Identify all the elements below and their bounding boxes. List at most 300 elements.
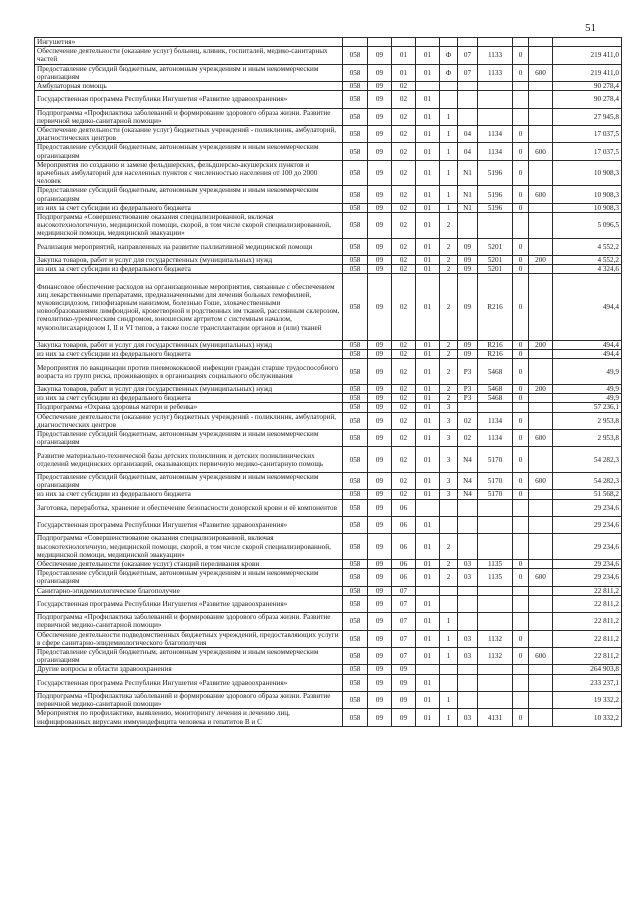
sub-code-cell: [513, 595, 529, 612]
table-row: [35, 108, 622, 125]
subprogram-cell: 2: [440, 213, 458, 239]
section-cell: 09: [368, 595, 392, 612]
direction-cell: 1135: [478, 569, 513, 586]
sub-code-cell: [513, 586, 529, 595]
program-cell: [416, 38, 440, 47]
amount-cell: 264 903,8: [553, 665, 622, 674]
event-cell: 03: [458, 560, 478, 569]
section-cell: 09: [368, 586, 392, 595]
event-cell: 09: [458, 274, 478, 341]
program-cell: 01: [416, 47, 440, 64]
subsection-cell: [392, 38, 416, 47]
event-cell: [458, 586, 478, 595]
admin-code-cell: 058: [343, 265, 368, 274]
sub-code-cell: 0: [513, 160, 529, 186]
subprogram-cell: 2: [440, 394, 458, 403]
expense-type-cell: 200: [529, 341, 553, 350]
row-name-cell: Обеспечение деятельности (оказание услуг) больниц, клиник, госпиталей, медико-санитарных частей: [35, 47, 343, 64]
sub-code-cell: [513, 534, 529, 560]
subprogram-cell: 2: [440, 256, 458, 265]
table-row: [35, 630, 622, 647]
table-row: [35, 91, 622, 108]
direction-cell: 1135: [478, 560, 513, 569]
table-row: [35, 403, 622, 412]
subprogram-cell: 1: [440, 160, 458, 186]
expense-type-cell: [529, 47, 553, 64]
event-cell: 09: [458, 350, 478, 359]
sub-code-cell: 0: [513, 64, 529, 81]
amount-cell: 2 953,8: [553, 430, 622, 447]
sub-code-cell: 0: [513, 473, 529, 490]
table-row: [35, 160, 622, 186]
subprogram-cell: [440, 38, 458, 47]
event-cell: 03: [458, 648, 478, 665]
sub-code-cell: [513, 213, 529, 239]
row-name-cell: Обеспечение деятельности (оказание услуг) бюджетных учреждений - поликлиник, амбулаторий, диагностических центров: [35, 126, 343, 143]
row-name-cell: Государственная программа Республики Ингушетия «Развитие здравоохранения»: [35, 517, 343, 534]
event-cell: [458, 692, 478, 709]
event-cell: [458, 517, 478, 534]
direction-cell: 5468: [478, 359, 513, 385]
sub-code-cell: 0: [513, 143, 529, 160]
subsection-cell: 01: [392, 47, 416, 64]
sub-code-cell: 0: [513, 265, 529, 274]
program-cell: [416, 665, 440, 674]
table-row: [35, 38, 622, 47]
amount-cell: 4 552,2: [553, 238, 622, 255]
event-cell: 04: [458, 126, 478, 143]
sub-code-cell: [513, 674, 529, 691]
amount-cell: 29 234,6: [553, 517, 622, 534]
program-cell: 01: [416, 265, 440, 274]
subprogram-cell: [440, 499, 458, 516]
expense-type-cell: 600: [529, 64, 553, 81]
amount-cell: 54 282,3: [553, 473, 622, 490]
subsection-cell: 06: [392, 534, 416, 560]
program-cell: 01: [416, 595, 440, 612]
amount-cell: [553, 38, 622, 47]
subsection-cell: 02: [392, 490, 416, 499]
sub-code-cell: 0: [513, 385, 529, 394]
program-cell: 01: [416, 447, 440, 473]
amount-cell: 219 411,0: [553, 64, 622, 81]
row-name-cell: Финансовое обеспечение расходов на организационные мероприятия, связанные с обеспечением лиц лекарственными препаратами, предназначенными для лечения больных гемофилией, муковисцидозом, гипофизарным нанизмом, болезнью Гоше, злокачественными новообразованиями лимфоидной, кроветворной и родственных им тканей, рассеянным склерозом, гемолитико-уремическим синдромом, юношеским артритом с системным началом, мукополисахаридозом I, II и VI типов, а также после трансплантации органов и (или) тканей: [35, 274, 343, 341]
subprogram-cell: [440, 665, 458, 674]
admin-code-cell: 058: [343, 274, 368, 341]
admin-code-cell: 058: [343, 385, 368, 394]
sub-code-cell: 0: [513, 47, 529, 64]
admin-code-cell: 058: [343, 394, 368, 403]
subprogram-cell: 1: [440, 186, 458, 203]
amount-cell: 29 234,6: [553, 534, 622, 560]
row-name-cell: Обеспечение деятельности подведомственных бюджетных учреждений, предоставляющих услуги в сфере санитарно-эпидемиологического благополучия: [35, 630, 343, 647]
section-cell: 09: [368, 143, 392, 160]
event-cell: N4: [458, 473, 478, 490]
table-row: [35, 126, 622, 143]
program-cell: 01: [416, 674, 440, 691]
subsection-cell: 06: [392, 499, 416, 516]
program-cell: [416, 586, 440, 595]
sub-code-cell: [513, 517, 529, 534]
amount-cell: 17 037,5: [553, 143, 622, 160]
page-number: 51: [585, 22, 596, 34]
subsection-cell: 07: [392, 630, 416, 647]
sub-code-cell: 0: [513, 709, 529, 726]
program-cell: [416, 499, 440, 516]
amount-cell: 22 811,2: [553, 630, 622, 647]
program-cell: 01: [416, 412, 440, 429]
amount-cell: 57 236,1: [553, 403, 622, 412]
subprogram-cell: 2: [440, 569, 458, 586]
table-row: [35, 569, 622, 586]
sub-code-cell: [513, 613, 529, 630]
program-cell: 01: [416, 108, 440, 125]
admin-code-cell: 058: [343, 665, 368, 674]
amount-cell: 29 234,6: [553, 560, 622, 569]
sub-code-cell: 0: [513, 359, 529, 385]
subsection-cell: 02: [392, 91, 416, 108]
event-cell: N1: [458, 186, 478, 203]
row-name-cell: Предоставление субсидий бюджетным, автономным учреждениям и иным некоммерческим организациям: [35, 430, 343, 447]
subsection-cell: 02: [392, 143, 416, 160]
expense-type-cell: [529, 709, 553, 726]
expense-type-cell: [529, 586, 553, 595]
table-row: [35, 394, 622, 403]
expense-type-cell: [529, 665, 553, 674]
direction-cell: [478, 517, 513, 534]
table-row: [35, 203, 622, 212]
expense-type-cell: [529, 203, 553, 212]
row-name-cell: из них за счет субсидии из федерального бюджета: [35, 490, 343, 499]
table-row: [35, 341, 622, 350]
subprogram-cell: 3: [440, 403, 458, 412]
section-cell: 09: [368, 499, 392, 516]
direction-cell: 5468: [478, 385, 513, 394]
expense-type-cell: [529, 499, 553, 516]
admin-code-cell: 058: [343, 430, 368, 447]
subsection-cell: 09: [392, 692, 416, 709]
event-cell: 03: [458, 709, 478, 726]
subsection-cell: 02: [392, 238, 416, 255]
program-cell: 01: [416, 630, 440, 647]
subsection-cell: 02: [392, 430, 416, 447]
direction-cell: 1132: [478, 648, 513, 665]
section-cell: 09: [368, 569, 392, 586]
subsection-cell: 07: [392, 648, 416, 665]
row-name-cell: Ингушетия»: [35, 38, 343, 47]
amount-cell: 90 278,4: [553, 82, 622, 91]
expense-type-cell: [529, 213, 553, 239]
row-name-cell: Предоставление субсидий бюджетным, автономным учреждениям и иным некоммерческим организациям: [35, 186, 343, 203]
row-name-cell: Обеспечение деятельности (оказание услуг) бюджетных учреждений - поликлиник, амбулаторий, диагностических центров: [35, 412, 343, 429]
section-cell: 09: [368, 47, 392, 64]
direction-cell: 5170: [478, 473, 513, 490]
budget-table-body: [35, 38, 622, 727]
subprogram-cell: 1: [440, 648, 458, 665]
section-cell: 09: [368, 274, 392, 341]
admin-code-cell: 058: [343, 203, 368, 212]
expense-type-cell: [529, 412, 553, 429]
subsection-cell: 02: [392, 126, 416, 143]
amount-cell: 49,9: [553, 359, 622, 385]
event-cell: 09: [458, 265, 478, 274]
amount-cell: 19 332,2: [553, 692, 622, 709]
row-name-cell: Предоставление субсидий бюджетным, автономным учреждениям и иным некоммерческим организациям: [35, 648, 343, 665]
direction-cell: 5196: [478, 203, 513, 212]
row-name-cell: Государственная программа Республики Ингушетия «Развитие здравоохранения»: [35, 674, 343, 691]
section-cell: 09: [368, 692, 392, 709]
section-cell: 09: [368, 430, 392, 447]
sub-code-cell: 0: [513, 256, 529, 265]
program-cell: 01: [416, 186, 440, 203]
row-name-cell: Мероприятия по созданию и замене фельдшерских, фельдшерско-акушерских пунктов и врачебных амбулаторий для населенных пунктов с численностью населения от 100 до 2000 человек: [35, 160, 343, 186]
direction-cell: [478, 82, 513, 91]
subsection-cell: 02: [392, 203, 416, 212]
section-cell: 09: [368, 108, 392, 125]
table-row: [35, 499, 622, 516]
subsection-cell: 02: [392, 385, 416, 394]
admin-code-cell: 058: [343, 534, 368, 560]
direction-cell: [478, 674, 513, 691]
subprogram-cell: [440, 82, 458, 91]
event-cell: 02: [458, 430, 478, 447]
table-row: [35, 674, 622, 691]
expense-type-cell: [529, 108, 553, 125]
sub-code-cell: [513, 82, 529, 91]
admin-code-cell: 058: [343, 630, 368, 647]
direction-cell: 5170: [478, 490, 513, 499]
direction-cell: 1134: [478, 412, 513, 429]
event-cell: [458, 403, 478, 412]
program-cell: 01: [416, 143, 440, 160]
sub-code-cell: 0: [513, 490, 529, 499]
admin-code-cell: [343, 38, 368, 47]
subprogram-cell: 2: [440, 341, 458, 350]
table-row: [35, 143, 622, 160]
program-cell: 01: [416, 394, 440, 403]
table-row: [35, 47, 622, 64]
amount-cell: 49,9: [553, 385, 622, 394]
subprogram-cell: 2: [440, 238, 458, 255]
event-cell: N1: [458, 203, 478, 212]
subsection-cell: 02: [392, 341, 416, 350]
amount-cell: 4 324,6: [553, 265, 622, 274]
row-name-cell: Амбулаторная помощь: [35, 82, 343, 91]
amount-cell: 22 811,2: [553, 613, 622, 630]
program-cell: 01: [416, 91, 440, 108]
event-cell: 09: [458, 341, 478, 350]
expense-type-cell: [529, 403, 553, 412]
program-cell: 01: [416, 359, 440, 385]
row-name-cell: Мероприятия по вакцинации против пневмококковой инфекции граждан старше трудоспособного возраста из групп риска, проживающих в организациях социального обслуживания: [35, 359, 343, 385]
amount-cell: 233 237,1: [553, 674, 622, 691]
subsection-cell: 02: [392, 186, 416, 203]
event-cell: [458, 499, 478, 516]
section-cell: 09: [368, 186, 392, 203]
sub-code-cell: 0: [513, 630, 529, 647]
subprogram-cell: 3: [440, 447, 458, 473]
expense-type-cell: [529, 674, 553, 691]
admin-code-cell: 058: [343, 64, 368, 81]
subsection-cell: 07: [392, 595, 416, 612]
amount-cell: 494,4: [553, 350, 622, 359]
direction-cell: [478, 499, 513, 516]
expense-type-cell: 600: [529, 186, 553, 203]
direction-cell: 1134: [478, 126, 513, 143]
event-cell: P3: [458, 394, 478, 403]
direction-cell: [478, 403, 513, 412]
direction-cell: [478, 595, 513, 612]
subprogram-cell: [440, 91, 458, 108]
direction-cell: [478, 692, 513, 709]
direction-cell: [478, 91, 513, 108]
subsection-cell: 02: [392, 350, 416, 359]
subprogram-cell: [440, 586, 458, 595]
amount-cell: 49,9: [553, 394, 622, 403]
event-cell: [458, 595, 478, 612]
expense-type-cell: [529, 238, 553, 255]
subprogram-cell: 1: [440, 613, 458, 630]
subsection-cell: 09: [392, 709, 416, 726]
subsection-cell: 02: [392, 108, 416, 125]
direction-cell: 5196: [478, 186, 513, 203]
subsection-cell: 02: [392, 82, 416, 91]
section-cell: 09: [368, 213, 392, 239]
amount-cell: 5 096,5: [553, 213, 622, 239]
program-cell: 01: [416, 709, 440, 726]
section-cell: 09: [368, 350, 392, 359]
program-cell: 01: [416, 692, 440, 709]
subprogram-cell: 1: [440, 692, 458, 709]
table-row: [35, 359, 622, 385]
row-name-cell: Мероприятия по профилактике, выявлению, мониторингу лечения и лечению лиц, инфицированных вирусами иммунодефицита человека и гепатитов В и С: [35, 709, 343, 726]
sub-code-cell: 0: [513, 126, 529, 143]
amount-cell: 27 945,8: [553, 108, 622, 125]
direction-cell: 1133: [478, 47, 513, 64]
admin-code-cell: 058: [343, 238, 368, 255]
section-cell: 09: [368, 91, 392, 108]
amount-cell: 54 282,3: [553, 447, 622, 473]
event-cell: [458, 38, 478, 47]
expense-type-cell: 600: [529, 648, 553, 665]
table-row: [35, 82, 622, 91]
admin-code-cell: 058: [343, 412, 368, 429]
direction-cell: 1132: [478, 630, 513, 647]
subsection-cell: 02: [392, 473, 416, 490]
sub-code-cell: [513, 91, 529, 108]
subprogram-cell: 1: [440, 630, 458, 647]
direction-cell: 5468: [478, 394, 513, 403]
section-cell: 09: [368, 517, 392, 534]
subprogram-cell: 2: [440, 560, 458, 569]
section-cell: 09: [368, 394, 392, 403]
subsection-cell: 02: [392, 274, 416, 341]
direction-cell: [478, 108, 513, 125]
expense-type-cell: [529, 613, 553, 630]
program-cell: 01: [416, 160, 440, 186]
table-row: [35, 265, 622, 274]
section-cell: 09: [368, 256, 392, 265]
admin-code-cell: 058: [343, 709, 368, 726]
admin-code-cell: 058: [343, 499, 368, 516]
admin-code-cell: 058: [343, 82, 368, 91]
table-row: [35, 613, 622, 630]
admin-code-cell: 058: [343, 613, 368, 630]
row-name-cell: из них за счет субсидии из федерального бюджета: [35, 203, 343, 212]
program-cell: 01: [416, 517, 440, 534]
section-cell: 09: [368, 341, 392, 350]
table-row: [35, 385, 622, 394]
subsection-cell: 02: [392, 359, 416, 385]
event-cell: [458, 613, 478, 630]
amount-cell: 29 234,6: [553, 569, 622, 586]
direction-cell: 5196: [478, 160, 513, 186]
sub-code-cell: 0: [513, 350, 529, 359]
event-cell: 04: [458, 143, 478, 160]
section-cell: 09: [368, 560, 392, 569]
event-cell: [458, 108, 478, 125]
event-cell: 07: [458, 47, 478, 64]
subprogram-cell: 2: [440, 534, 458, 560]
row-name-cell: Обеспечение деятельности (оказание услуг) станций переливания крови: [35, 560, 343, 569]
row-name-cell: Закупка товаров, работ и услуг для государственных (муниципальных) нужд: [35, 256, 343, 265]
row-name-cell: Реализация мероприятий, направленных на развитие паллиативной медицинской помощи: [35, 238, 343, 255]
sub-code-cell: 0: [513, 560, 529, 569]
row-name-cell: Подпрограмма «Профилактика заболеваний и формирование здорового образа жизни. Развитие первичной медико-санитарной помощи»: [35, 692, 343, 709]
admin-code-cell: 058: [343, 447, 368, 473]
admin-code-cell: 058: [343, 47, 368, 64]
subprogram-cell: 2: [440, 385, 458, 394]
expense-type-cell: [529, 350, 553, 359]
expense-type-cell: [529, 534, 553, 560]
table-row: [35, 709, 622, 726]
amount-cell: 29 234,6: [553, 499, 622, 516]
direction-cell: R216: [478, 274, 513, 341]
subsection-cell: 07: [392, 586, 416, 595]
expense-type-cell: 200: [529, 256, 553, 265]
program-cell: 01: [416, 648, 440, 665]
admin-code-cell: 058: [343, 569, 368, 586]
row-name-cell: из них за счет субсидии из федерального бюджета: [35, 394, 343, 403]
admin-code-cell: 058: [343, 560, 368, 569]
subsection-cell: 02: [392, 160, 416, 186]
table-row: [35, 430, 622, 447]
admin-code-cell: 058: [343, 674, 368, 691]
sub-code-cell: 0: [513, 447, 529, 473]
subprogram-cell: 3: [440, 473, 458, 490]
section-cell: 09: [368, 238, 392, 255]
row-name-cell: Подпрограмма «Совершенствование оказания специализированной, включая высокотехнологичную, медицинской помощи, скорой, в том числе скорой специализированной, медицинской помощи, медицинской эвакуации»: [35, 534, 343, 560]
admin-code-cell: 058: [343, 490, 368, 499]
admin-code-cell: 058: [343, 256, 368, 265]
event-cell: [458, 91, 478, 108]
subsection-cell: 01: [392, 64, 416, 81]
subsection-cell: 06: [392, 560, 416, 569]
amount-cell: 4 552,2: [553, 256, 622, 265]
expense-type-cell: 600: [529, 473, 553, 490]
row-name-cell: Подпрограмма «Охрана здоровья матери и ребенка»: [35, 403, 343, 412]
subprogram-cell: 3: [440, 490, 458, 499]
subprogram-cell: 3: [440, 412, 458, 429]
amount-cell: 494,4: [553, 274, 622, 341]
expense-type-cell: [529, 359, 553, 385]
subsection-cell: 02: [392, 394, 416, 403]
amount-cell: 10 908,3: [553, 160, 622, 186]
direction-cell: 1134: [478, 430, 513, 447]
table-row: [35, 213, 622, 239]
admin-code-cell: 058: [343, 186, 368, 203]
program-cell: 01: [416, 256, 440, 265]
